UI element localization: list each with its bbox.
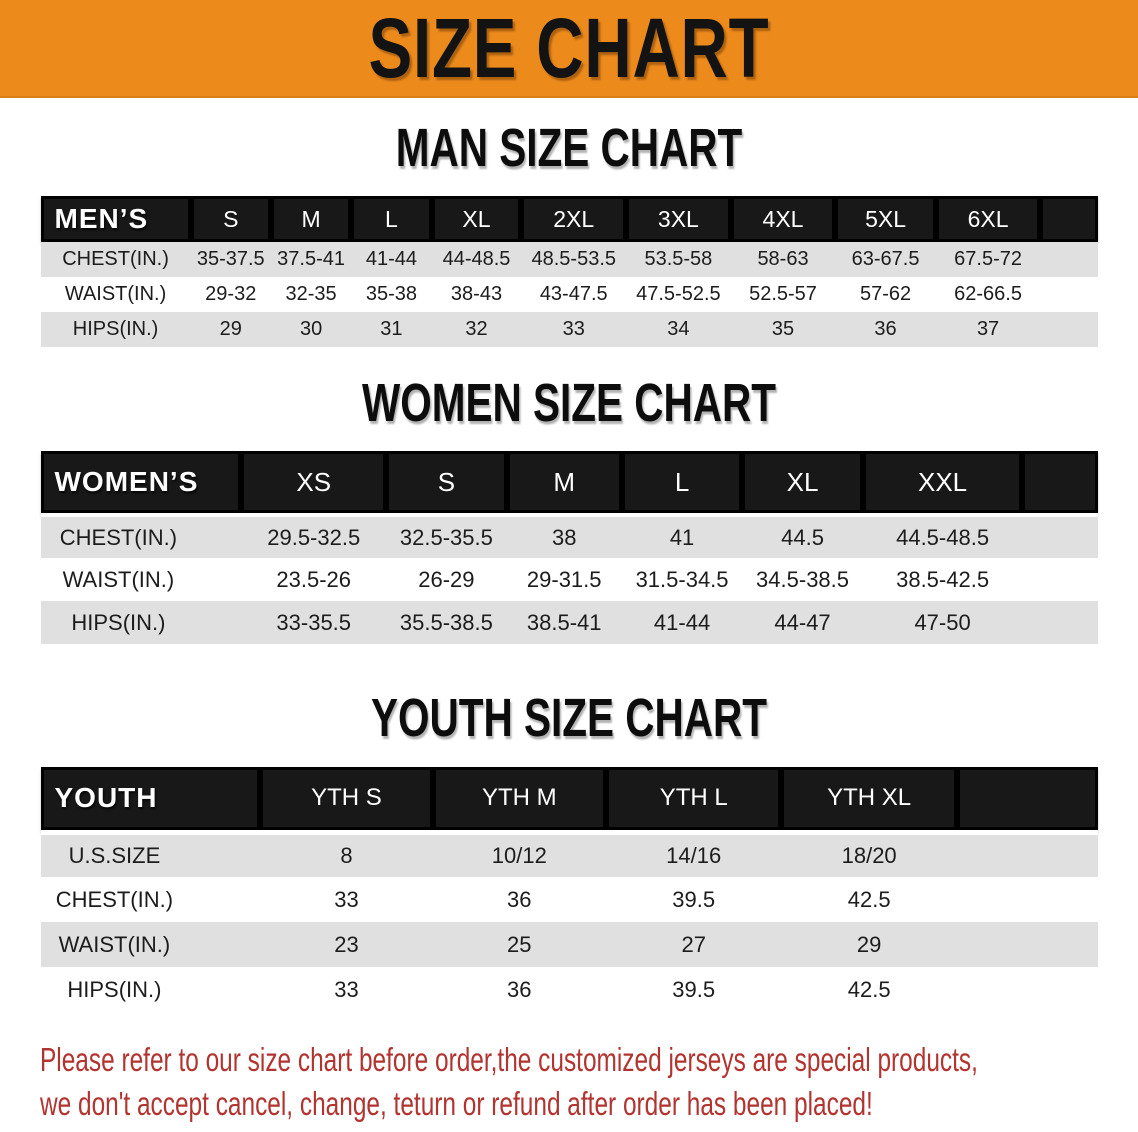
size-value-cell: 62-66.5 bbox=[954, 283, 1022, 305]
size-value-cell: 52.5-57 bbox=[749, 283, 817, 305]
size-value-cell: 10/12 bbox=[491, 842, 547, 868]
size-value-cell: 35-38 bbox=[365, 283, 417, 305]
size-value-cell: 44-48.5 bbox=[442, 248, 511, 270]
size-value-cell: 38 bbox=[551, 524, 577, 550]
women-header-row bbox=[41, 451, 1098, 515]
size-value-cell: 32 bbox=[465, 318, 488, 340]
men-size-header: XL bbox=[432, 196, 522, 242]
men-size-header: 5XL bbox=[835, 196, 935, 242]
row-label-cell: CHEST(IN.) bbox=[62, 248, 169, 270]
size-value-cell: 31 bbox=[380, 318, 403, 340]
row-label-cell: CHEST(IN.) bbox=[59, 524, 178, 550]
row-label-cell: HIPS(IN.) bbox=[67, 976, 162, 1002]
men-waist-row bbox=[41, 277, 1098, 312]
size-value-cell: 58-63 bbox=[757, 248, 809, 270]
youth-size-header: YTH XL bbox=[781, 767, 956, 832]
women-size-header: XXL bbox=[863, 451, 1023, 515]
size-value-cell: 18/20 bbox=[841, 842, 897, 868]
men-size-header: 3XL bbox=[626, 196, 731, 242]
filler-cell bbox=[957, 877, 1098, 922]
size-value-cell: 33 bbox=[562, 318, 585, 340]
women-waist-row bbox=[41, 558, 1098, 601]
size-value-cell: 48.5-53.5 bbox=[531, 248, 616, 270]
women-size-header: XL bbox=[742, 451, 862, 515]
size-value-cell: 67.5-72 bbox=[954, 248, 1022, 270]
size-value-cell: 41 bbox=[669, 524, 695, 550]
youth-section-heading bbox=[41, 688, 1098, 748]
filler-cell bbox=[1040, 312, 1097, 347]
women-size-header: XS bbox=[241, 451, 386, 515]
size-value-cell: 35.5-38.5 bbox=[399, 609, 493, 635]
women-size-header: S bbox=[386, 451, 506, 515]
size-value-cell: 36 bbox=[874, 318, 897, 340]
size-value-cell: 38-43 bbox=[450, 283, 503, 305]
youth-ussize-row bbox=[41, 832, 1098, 877]
men-size-header: 2XL bbox=[521, 196, 626, 242]
women-size-header: L bbox=[622, 451, 742, 515]
size-value-cell: 29 bbox=[856, 931, 882, 957]
size-value-cell: 41-44 bbox=[653, 609, 711, 635]
size-value-cell: 47-50 bbox=[914, 609, 971, 635]
size-value-cell: 29.5-32.5 bbox=[267, 524, 361, 550]
size-value-cell: 37 bbox=[976, 318, 1000, 340]
youth-chest-row bbox=[41, 877, 1098, 922]
men-header-row bbox=[41, 196, 1098, 242]
women-section-heading-text: WOMEN SIZE CHART bbox=[361, 373, 776, 433]
youth-header-row bbox=[41, 767, 1098, 832]
size-value-cell: 29 bbox=[219, 318, 242, 340]
men-size-header: L bbox=[351, 196, 431, 242]
youth-hips-row bbox=[41, 967, 1098, 1012]
size-value-cell: 44.5 bbox=[781, 524, 824, 550]
row-label-cell: CHEST(IN.) bbox=[55, 886, 174, 912]
youth-waist-row bbox=[41, 922, 1098, 967]
filler-cell bbox=[1022, 558, 1097, 601]
size-value-cell: 23 bbox=[334, 931, 359, 957]
women-size-table bbox=[41, 451, 1098, 644]
size-value-cell: 27 bbox=[681, 931, 706, 957]
row-label-cell: WAIST(IN.) bbox=[58, 931, 171, 957]
disclaimer-line-1: Please refer to our size chart before order,the customized jerseys are special products, bbox=[40, 1041, 978, 1078]
filler-cell bbox=[957, 922, 1098, 967]
size-value-cell: 34 bbox=[667, 318, 690, 340]
men-size-header: S bbox=[191, 196, 271, 242]
size-value-cell: 38.5-41 bbox=[526, 609, 602, 635]
men-hips-row bbox=[41, 312, 1098, 347]
size-value-cell: 43-47.5 bbox=[539, 283, 608, 305]
content-area bbox=[41, 118, 1098, 1012]
size-value-cell: 34.5-38.5 bbox=[756, 566, 850, 592]
filler-cell bbox=[1022, 601, 1097, 644]
size-value-cell: 42.5 bbox=[847, 976, 891, 1002]
size-value-cell: 25 bbox=[507, 931, 532, 957]
size-value-cell: 41-44 bbox=[365, 248, 417, 270]
man-section-heading bbox=[41, 118, 1098, 178]
size-value-cell: 44.5-48.5 bbox=[896, 524, 990, 550]
youth-size-header: YTH M bbox=[433, 767, 606, 832]
men-size-header: 4XL bbox=[731, 196, 836, 242]
size-value-cell: 29-32 bbox=[205, 283, 257, 305]
men-size-header: M bbox=[271, 196, 351, 242]
size-chart-banner bbox=[0, 0, 1138, 98]
size-value-cell: 32-35 bbox=[285, 283, 337, 305]
size-value-cell: 33 bbox=[334, 886, 359, 912]
size-value-cell: 57-62 bbox=[859, 283, 912, 305]
size-value-cell: 38.5-42.5 bbox=[896, 566, 990, 592]
size-value-cell: 39.5 bbox=[672, 976, 716, 1002]
men-table-label: MEN’S bbox=[41, 196, 191, 242]
filler-cell bbox=[957, 967, 1098, 1012]
women-chest-row bbox=[41, 515, 1098, 558]
size-value-cell: 39.5 bbox=[672, 886, 716, 912]
size-value-cell: 33-35.5 bbox=[276, 609, 352, 635]
men-size-table bbox=[41, 196, 1098, 347]
youth-size-header: YTH L bbox=[606, 767, 781, 832]
women-table-label: WOMEN’S bbox=[41, 451, 242, 515]
disclaimer-line-2: we don't accept cancel, change, teturn or refund after order has been placed! bbox=[40, 1085, 873, 1122]
size-value-cell: 29-31.5 bbox=[526, 566, 602, 592]
size-value-cell: 14/16 bbox=[666, 842, 722, 868]
size-value-cell: 53.5-58 bbox=[644, 248, 713, 270]
size-value-cell: 35 bbox=[771, 318, 795, 340]
filler-cell bbox=[957, 832, 1098, 877]
men-chest-row bbox=[41, 242, 1098, 277]
size-value-cell: 36 bbox=[507, 976, 532, 1002]
women-hips-row bbox=[41, 601, 1098, 644]
size-value-cell: 30 bbox=[299, 318, 323, 340]
man-section-heading-text: MAN SIZE CHART bbox=[395, 118, 743, 178]
size-value-cell: 32.5-35.5 bbox=[399, 524, 493, 550]
row-label-cell: HIPS(IN.) bbox=[71, 609, 166, 635]
men-header-filler bbox=[1040, 196, 1097, 242]
women-section-heading bbox=[41, 373, 1098, 433]
size-value-cell: 44-47 bbox=[774, 609, 831, 635]
women-size-header: M bbox=[507, 451, 622, 515]
row-label-cell: HIPS(IN.) bbox=[72, 318, 159, 340]
size-value-cell: 23.5-26 bbox=[276, 566, 352, 592]
youth-size-table bbox=[41, 767, 1098, 1012]
disclaimer-text bbox=[40, 1038, 1138, 1126]
youth-section-heading-text: YOUTH SIZE CHART bbox=[370, 688, 767, 748]
youth-table-label: YOUTH bbox=[41, 767, 261, 832]
row-label-cell: WAIST(IN.) bbox=[64, 283, 167, 305]
size-value-cell: 35-37.5 bbox=[196, 248, 265, 270]
women-header-filler bbox=[1022, 451, 1097, 515]
size-value-cell: 8 bbox=[340, 842, 353, 868]
size-value-cell: 37.5-41 bbox=[277, 248, 345, 270]
size-value-cell: 31.5-34.5 bbox=[635, 566, 729, 592]
filler-cell bbox=[1040, 242, 1097, 277]
filler-cell bbox=[1022, 515, 1097, 558]
size-value-cell: 47.5-52.5 bbox=[636, 283, 721, 305]
size-value-cell: 26-29 bbox=[418, 566, 475, 592]
youth-size-header: YTH S bbox=[260, 767, 432, 832]
size-value-cell: 63-67.5 bbox=[851, 248, 920, 270]
page-title: SIZE CHART bbox=[368, 1, 770, 95]
men-size-header: 6XL bbox=[936, 196, 1041, 242]
size-value-cell: 42.5 bbox=[847, 886, 891, 912]
filler-cell bbox=[1040, 277, 1097, 312]
row-label-cell: WAIST(IN.) bbox=[62, 566, 175, 592]
youth-header-filler bbox=[957, 767, 1098, 832]
size-value-cell: 36 bbox=[507, 886, 532, 912]
size-value-cell: 33 bbox=[334, 976, 359, 1002]
row-label-cell: U.S.SIZE bbox=[68, 842, 161, 868]
